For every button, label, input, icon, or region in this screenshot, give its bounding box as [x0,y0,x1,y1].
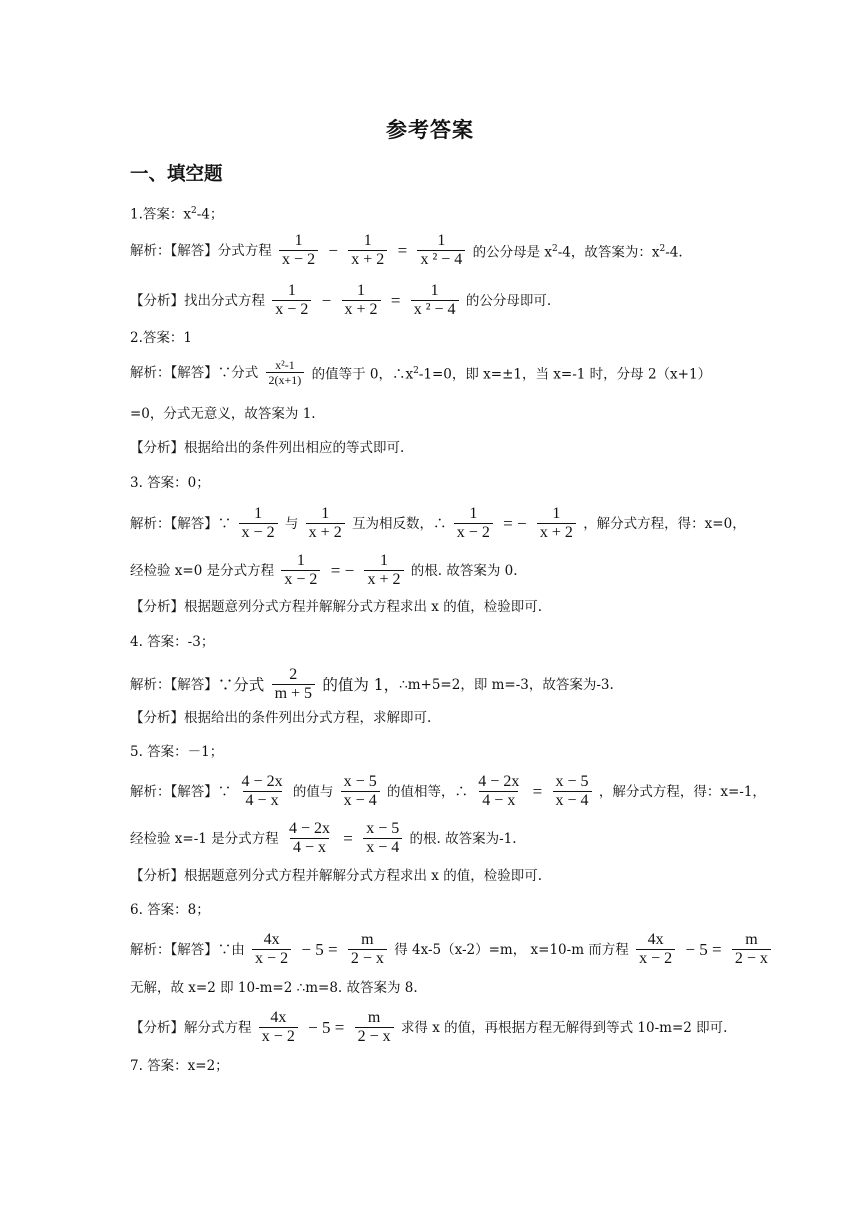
denominator: x − 2 [279,250,318,269]
q6-fraction-f [355,1009,394,1046]
equals-sign: = [390,290,401,310]
q1-fraction-2b [342,282,381,319]
q6-analysis-label: 解析：【解答】∵由 [130,941,245,958]
denominator: x + 2 [306,523,345,542]
q2-answer: 2.答案：1 [130,330,192,346]
denominator: m + 5 [272,684,315,703]
q4-analysis [130,666,614,703]
q1-answer-tail: -4； [196,206,224,223]
denominator: 4 − x [479,791,518,810]
q1-explanation-tail: 的公分母即可. [465,292,552,309]
q5-check [130,820,517,857]
q3-fraction-d [537,505,576,542]
q1-explanation-label: 【分析】找出分式方程 [130,292,265,309]
sup: 2 [659,243,666,254]
denominator: 2 − x [348,949,387,968]
minus-five-equals: − 5 = [308,1017,345,1037]
q5-mid-text-1: 的值与 [292,783,334,800]
q5-analysis [130,773,766,810]
denominator: x − 2 [239,523,278,542]
q3-fraction-e [281,552,320,589]
numerator: 4x [263,931,280,948]
q5-fraction-e [286,820,333,857]
denominator: x ² − 4 [411,300,459,319]
numerator: 1 [296,552,305,569]
q6-fraction-e [259,1009,298,1046]
q3-fraction-f [364,552,403,589]
numerator: m [367,1009,381,1026]
numerator: 4 − 2x [241,773,283,790]
q2-fraction [266,358,305,387]
minus-sign: − [321,290,332,310]
equals-sign: = [532,781,543,801]
q4-fraction-label: ∵分式 [217,675,265,694]
q7-answer: 7. 答案：x=2； [130,1058,229,1074]
q5-fraction-b [341,773,380,810]
sup: 2 [552,243,558,254]
numerator: 1 [363,232,372,249]
numerator: 1 [287,282,296,299]
text: 的值等于 0，∴x [311,366,414,383]
equals-sign: = [397,240,408,260]
q3-analysis [130,505,746,542]
q6-analysis-line2: 无解，故 x=2 即 10-m=2 ∴m=8. 故答案为 8. [130,980,418,996]
denominator: x + 2 [364,570,403,589]
q4-value-text: 的值为 1， [322,675,400,694]
numerator: 1 [437,232,446,249]
numerator: 4x [270,1009,287,1026]
denominator: x + 2 [537,523,576,542]
numerator: x − 5 [555,773,589,790]
q4-answer: 4. 答案：-3； [130,634,215,650]
numerator: 4 − 2x [288,820,330,837]
q6-fraction-d [732,931,771,968]
q5-mid-text-2: 的值相等，∴ [387,783,468,800]
q6-fraction-a [252,931,291,968]
q3-and-text: 与 [284,515,299,532]
q4-analysis-tail: ∴m+5=2，即 m=-3，故答案为-3. [399,676,614,693]
numerator: 4 − 2x [478,773,520,790]
q3-check [130,552,518,589]
q5-fraction-d [553,773,592,810]
q5-check-label: 经检验 x=-1 是分式方程 [130,830,279,847]
q1-fraction-1 [279,232,318,269]
q6-fraction-c [636,931,675,968]
sup: 2 [413,365,419,376]
text: -4. [665,244,683,261]
q4-analysis-label: 解析：【解答】 [130,676,218,693]
q5-fraction-c [475,773,522,810]
numerator: 1 [430,282,439,299]
equals-sign: = [343,828,353,848]
denominator: x + 2 [342,300,381,319]
equals-minus-sign: = − [330,560,355,580]
q3-check-tail: 的根. 故答案为 0. [410,562,518,579]
denominator: 2 − x [732,949,771,968]
q4-explanation: 【分析】根据给出的条件列出分式方程，求解即可. [130,710,432,726]
denominator: x − 2 [259,1027,298,1046]
q3-fraction-c [454,505,493,542]
q2-analysis [130,358,711,387]
q2-explanation: 【分析】根据给出的条件列出相应的等式即可. [130,440,405,456]
numerator: x − 5 [366,820,400,837]
q5-explanation: 【分析】根据题意列分式方程并解解分式方程求出 x 的值，检验即可. [130,868,542,884]
q6-analysis [130,931,774,968]
q5-analysis-tail: ，解分式方程，得：x=-1， [598,783,766,800]
denominator: 4 − x [243,791,282,810]
numerator: 4x [647,931,664,948]
q3-check-label: 经检验 x=0 是分式方程 [130,562,275,579]
q3-fraction-a [239,505,278,542]
q3-answer: 3. 答案：0； [130,475,210,491]
q2-analysis-tail [312,361,711,385]
numerator: 1 [357,282,366,299]
q1-analysis-tail [473,239,683,263]
denominator: x ² − 4 [417,250,465,269]
text: -1=0，即 x=±1，当 x=-1 时，分母 2（x+1） [418,366,712,383]
q6-fraction-b [348,931,387,968]
denominator: x − 4 [341,791,380,810]
numerator: m [361,931,374,948]
numerator: 1 [294,232,303,249]
text: 的公分母是 x [472,244,553,261]
q1-answer-text: 1.答案：x [130,206,191,223]
q1-answer-sup: 2 [191,206,197,216]
denominator: x − 2 [252,949,291,968]
q3-opposite-text: 互为相反数，∴ [352,515,447,532]
minus-five-equals: − 5 = [301,939,338,959]
q3-fraction-b [306,505,345,542]
q5-fraction-a [239,773,286,810]
q6-explanation-tail: 求得 x 的值，再根据方程无解得到等式 10-m=2 即可. [400,1019,728,1036]
q3-analysis-label: 解析：【解答】∵ [130,515,232,532]
q6-explanation [130,1009,727,1046]
q1-answer [130,201,223,225]
q1-explanation [130,282,551,319]
denominator: x − 2 [636,949,675,968]
numerator: 1 [321,505,330,522]
numerator: 1 [379,552,388,569]
q1-fraction-3b [411,282,459,319]
q2-analysis-label: 解析：【解答】∵分式 [130,364,259,381]
denominator: x + 2 [348,250,387,269]
q6-explanation-label: 【分析】解分式方程 [130,1019,252,1036]
denominator: 4 − x [290,838,329,857]
numerator: 2 [289,666,298,683]
minus-sign: − [328,240,338,260]
denominator: 2(x+1) [266,372,305,387]
q6-analysis-mid: 得 4x-5（x-2）=m， x=10-m 而方程 [394,941,629,958]
q3-explanation: 【分析】根据题意列分式方程并解解分式方程求出 x 的值，检验即可. [130,599,542,615]
q2-analysis-line2: =0，分式无意义，故答案为 1. [130,406,316,422]
q1-analysis-label: 解析：【解答】分式方程 [130,242,272,259]
q5-fraction-f [363,820,402,857]
numerator: 1 [552,505,561,522]
q1-fraction-1b [272,282,311,319]
numerator: 1 [254,505,263,522]
denominator: x − 4 [363,838,402,857]
q1-fraction-3 [417,232,465,269]
numerator: 1 [469,505,478,522]
q3-analysis-tail: ，解分式方程，得：x=0， [583,515,746,532]
equals-minus-sign: = − [503,513,527,533]
q5-analysis-label: 解析：【解答】∵ [130,783,232,800]
text: -4，故答案为：x [557,244,660,261]
section-heading: 一、填空题 [130,164,223,185]
q6-answer: 6. 答案：8； [130,902,210,918]
numerator: x²-1 [275,358,295,372]
page-title: 参考答案 [386,118,474,142]
denominator: x − 2 [272,300,311,319]
q1-fraction-2 [348,232,387,269]
q5-answer: 5. 答案：－1； [130,744,224,760]
numerator: m [745,931,758,948]
minus-five-equals: − 5 = [685,939,722,959]
denominator: x − 2 [454,523,493,542]
denominator: 2 − x [355,1027,394,1046]
q4-fraction [272,666,315,703]
denominator: x − 2 [281,570,320,589]
q1-analysis [130,232,683,269]
numerator: x − 5 [343,773,377,790]
denominator: x − 4 [553,791,592,810]
q5-check-tail: 的根. 故答案为-1. [409,830,517,847]
